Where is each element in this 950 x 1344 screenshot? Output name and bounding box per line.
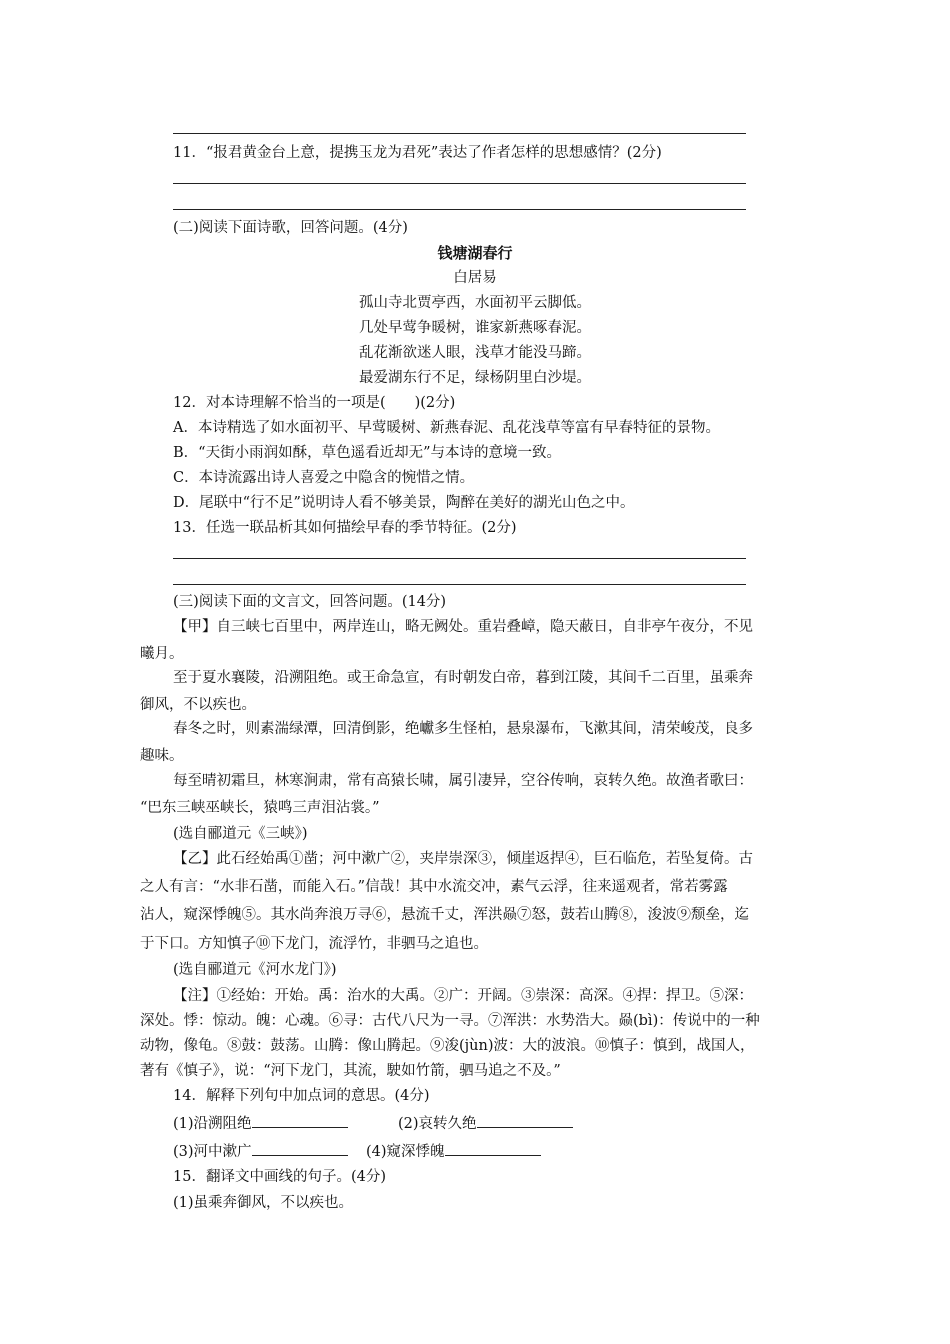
notes-line: 动物，像龟。⑧鼓：鼓荡。山腾：像山腾起。⑨浚(jùn)波：大的波浪。⑩慎子：慎到，战国人， <box>140 1038 755 1054</box>
answer-line <box>173 558 746 559</box>
answer-blank[interactable] <box>477 1114 573 1128</box>
passage-yi-line: 【乙】此石经始禹①凿；河中漱广②，夹岸崇深③，倾崖返捍④，巨石临危，若坠复倚。古 <box>173 851 753 867</box>
poem-line: 乱花渐欲迷人眼，浅草才能没马蹄。 <box>359 345 591 361</box>
section-3-heading: (三)阅读下面的文言文，回答问题。(14分) <box>173 594 447 610</box>
passage-yi-source: (选自郦道元《河水龙门》) <box>173 962 337 978</box>
answer-line <box>173 209 746 210</box>
question-11: 11．“报君黄金台上意，提携玉龙为君死”表达了作者怎样的思想感情？(2分) <box>173 145 662 161</box>
passage-jia-line: 【甲】自三峡七百里中，两岸连山，略无阙处。重岩叠嶂，隐天蔽日，自非亭午夜分，不见 <box>173 619 753 635</box>
poem-line: 最爱湖东行不足，绿杨阴里白沙堤。 <box>359 370 591 386</box>
q14-item-text: (4)窥深悸魄 <box>366 1144 445 1160</box>
passage-jia-line: 春冬之时，则素湍绿潭，回清倒影，绝巘多生怪柏，悬泉瀑布，飞漱其间，清荣峻茂，良多 <box>173 721 753 737</box>
notes-line: 【注】①经始：开始。禹：治水的大禹。②广：开阔。③崇深：高深。④捍：捍卫。⑤深： <box>173 988 753 1004</box>
passage-yi-line: 之人有言：“水非石凿，而能入石。”信哉！其中水流交冲，素气云浮，往来遥观者，常若雾露 <box>140 879 728 895</box>
q14-item-2 <box>398 1114 573 1132</box>
option-a: A．本诗精选了如水面初平、早莺暖树、新燕春泥、乱花浅草等富有早春特征的景物。 <box>173 420 720 436</box>
question-13: 13．任选一联品析其如何描绘早春的季节特征。(2分) <box>173 520 517 536</box>
notes-line: 深处。悸：惊动。魄：心魂。⑥寻：古代八尺为一寻。⑦浑洪：水势浩大。赑(bì)：传说中的一种 <box>140 1013 760 1029</box>
question-15: 15．翻译文中画线的句子。(4分) <box>173 1169 386 1185</box>
question-12: 12．对本诗理解不恰当的一项是( )(2分) <box>173 395 456 411</box>
question-14: 14．解释下列句中加点词的意思。(4分) <box>173 1088 430 1104</box>
q14-item-1 <box>173 1114 348 1132</box>
q14-item-text: (2)哀转久绝 <box>398 1116 477 1132</box>
passage-yi-line: 沾人，窥深悸魄⑤。其水尚奔浪万寻⑥，悬流千丈，浑洪赑⑦怒，鼓若山腾⑧，浚波⑨颓垒，迄 <box>140 907 749 923</box>
notes-line: 著有《慎子》，说：“河下龙门，其流，駛如竹箭，驷马追之不及。” <box>140 1063 561 1079</box>
q14-item-3 <box>173 1142 348 1160</box>
question-15-part-1: (1)虽乘奔御风，不以疾也。 <box>173 1195 354 1211</box>
answer-line <box>173 133 746 134</box>
q14-item-text: (3)河中漱广 <box>173 1144 252 1160</box>
passage-jia-line: 趣味。 <box>140 748 184 764</box>
answer-line <box>173 584 746 585</box>
poem-line: 孤山寺北贾亭西，水面初平云脚低。 <box>359 295 591 311</box>
passage-jia-line: 至于夏水襄陵，沿溯阻绝。或王命急宣，有时朝发白帝，暮到江陵，其间千二百里，虽乘奔 <box>173 670 753 686</box>
passage-jia-source: (选自郦道元《三峡》) <box>173 826 308 842</box>
passage-jia-line: 每至晴初霜旦，林寒涧肃，常有高猿长啸，属引凄异，空谷传响，哀转久绝。故渔者歌曰： <box>173 773 753 789</box>
passage-jia-line: “巴东三峡巫峡长，猿鸣三声泪沾裳。” <box>140 800 380 816</box>
option-b: B．“天街小雨润如酥，草色遥看近却无”与本诗的意境一致。 <box>173 445 561 461</box>
section-2-heading: (二)阅读下面诗歌，回答问题。(4分) <box>173 220 408 236</box>
passage-yi-line: 于下口。方知慎子⑩下龙门，流浮竹，非驷马之追也。 <box>140 936 488 952</box>
q14-item-4 <box>366 1142 541 1160</box>
answer-blank[interactable] <box>445 1142 541 1156</box>
passage-jia-line: 御风，不以疾也。 <box>140 697 256 713</box>
poem-author: 白居易 <box>453 270 497 286</box>
option-d: D．尾联中“行不足”说明诗人看不够美景，陶醉在美好的湖光山色之中。 <box>173 495 635 511</box>
answer-line <box>173 183 746 184</box>
answer-blank[interactable] <box>252 1142 348 1156</box>
q14-item-text: (1)沿溯阻绝 <box>173 1116 252 1132</box>
answer-blank[interactable] <box>252 1114 348 1128</box>
poem-line: 几处早莺争暖树，谁家新燕啄春泥。 <box>359 320 591 336</box>
option-c: C．本诗流露出诗人喜爱之中隐含的惋惜之情。 <box>173 470 475 486</box>
passage-jia-line: 曦月。 <box>140 646 184 662</box>
poem-title: 钱塘湖春行 <box>437 244 513 262</box>
